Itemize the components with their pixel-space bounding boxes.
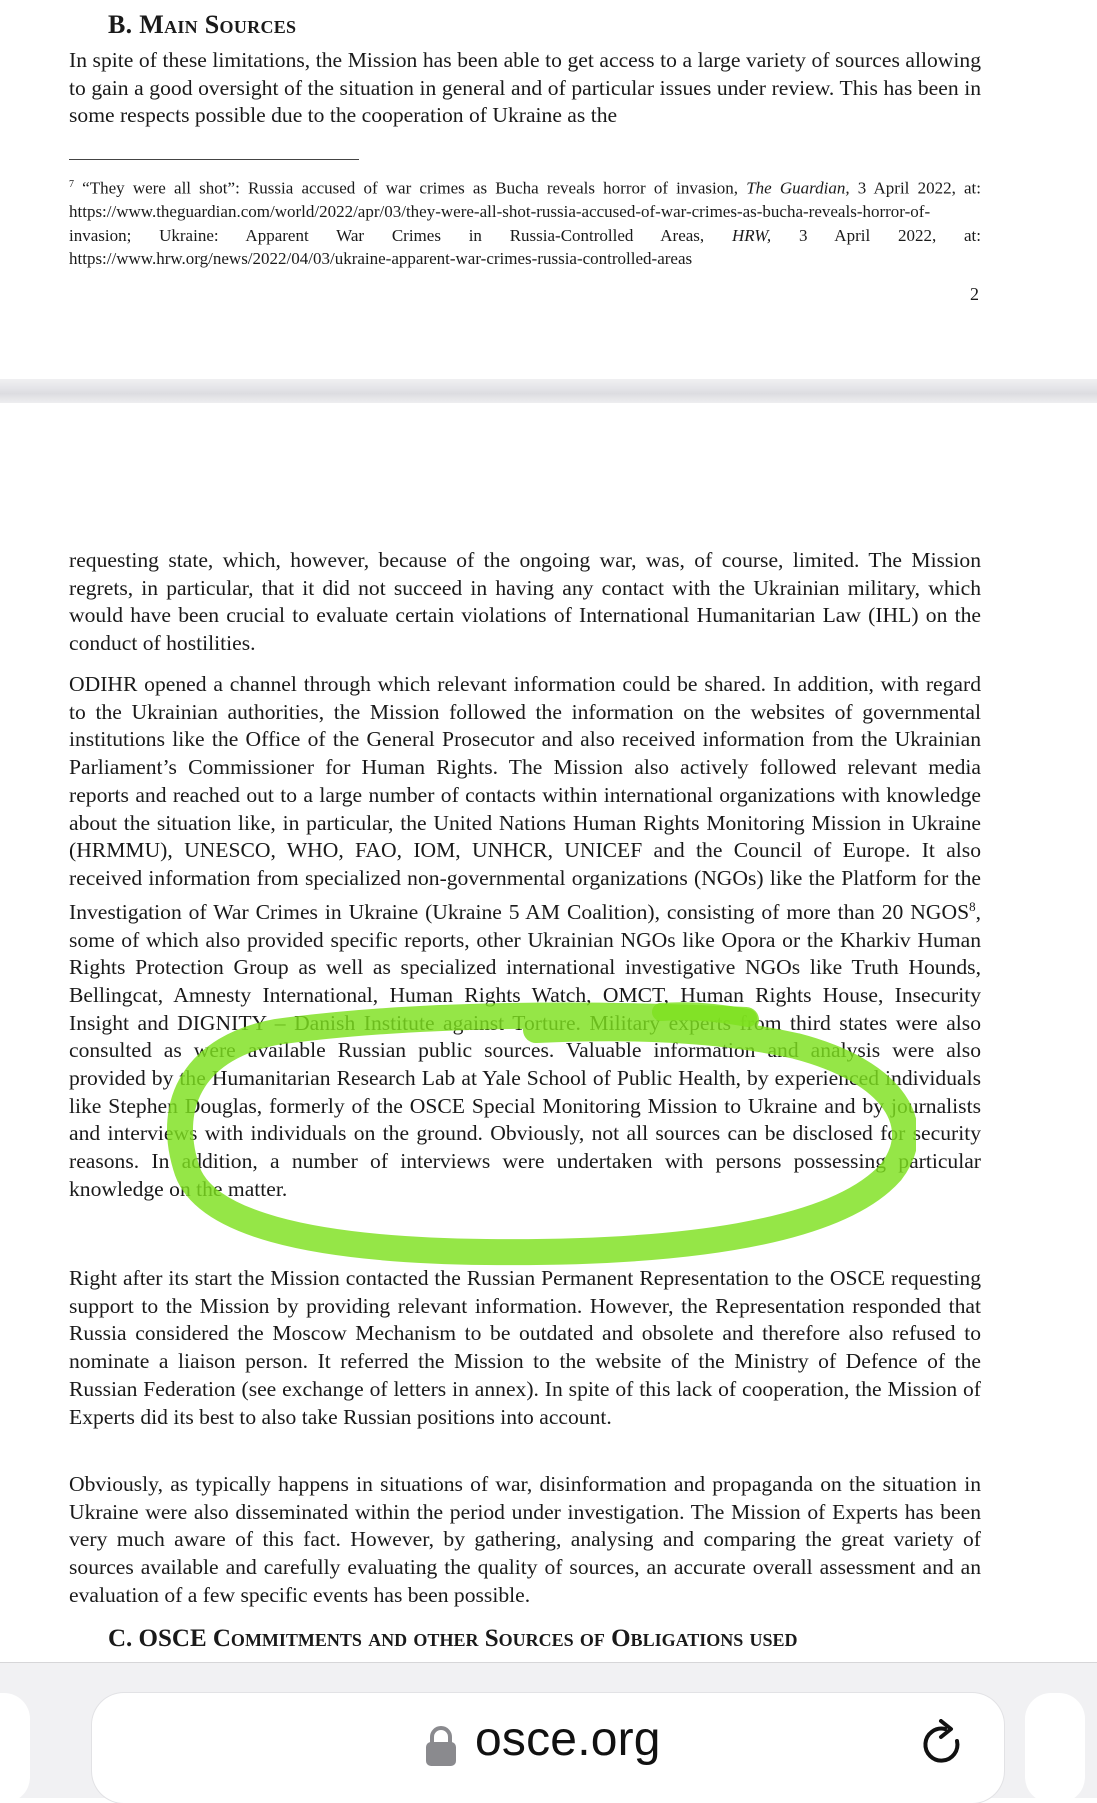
paragraph-odihr-sources	[69, 671, 981, 1204]
section-heading-main-sources: B. Main Sources	[108, 10, 297, 39]
previous-tab-edge[interactable]	[0, 1693, 30, 1803]
reload-icon[interactable]	[917, 1719, 969, 1771]
paragraph-disinformation: Obviously, as typically happens in situations of war, disinformation and propaganda on the situation in Ukraine were also disseminated within the period under investigation. The Mission of Experts has been very much aware of this fact. However, by gathering, analysing and comparing the great variety of sources available and carefully evaluating the quality of sources, an accurate overall assessment and an evaluation of a few specific events has been possible.	[69, 1472, 981, 1607]
url-text[interactable]: osce.org	[475, 1713, 661, 1766]
footnote-7	[69, 173, 981, 271]
footnote-ref-8[interactable]: 8	[969, 898, 976, 914]
lock-icon	[425, 1725, 457, 1767]
footnote-text-a: “They were all shot”: Russia accused of war crimes as Bucha reveals horror of invasion,	[82, 178, 747, 198]
page-number: 2	[970, 284, 979, 304]
footnote-number: 7	[69, 179, 74, 190]
paragraph-main-sources: In spite of these limitations, the Mission has been able to get access to a large variety of sources allowing to gain a good oversight of the situation in general and of particular issues under review. This has been in some respects possible due to the cooperation of Ukraine as the	[69, 48, 981, 128]
footnote-source-guardian: The Guardian,	[746, 178, 850, 198]
document-page-1	[0, 0, 1097, 382]
paragraph-russian-representation: Right after its start the Mission contacted the Russian Permanent Representation to the OSCE requesting support to the Mission by providing relevant information. However, the Representation responded that Russia considered the Moscow Mechanism to be outdated and obsolete and therefore also refused to nominate a liaison person. It referred the Mission to the website of the Ministry of Defence of the Russian Federation (see exchange of letters in annex). In spite of this lack of cooperation, the Mission of Experts did its best to also take Russian positions into account.	[69, 1266, 981, 1429]
footnote-source-hrw: HRW,	[731, 225, 772, 245]
section-heading-osce-commitments: C. OSCE Commitments and other Sources of Obligations used	[108, 1625, 798, 1652]
paragraph-odihr-part-b: , some of which also provided specific reports, other Ukrainian NGOs like Opora or the Kharkiv Human Rights Protection Group as well as specialized international investigative NGOs like Truth Hounds, Bellingcat, Amnesty International, Human Rights Watch, OMCT, Human Rights House, Insecurity Insight and DIGNITY – Danish Institute against Torture. Military experts from third states were also consulted as were available Russian public sources. Valuable information and analysis were also provided by the Humanitarian Research Lab at Yale School of Public Health, by experienced individuals like Stephen Douglas, formerly of the OSCE Special Monitoring Mission to Ukraine and by journalists and interviews with individuals on the ground. Obviously, not all sources can be disclosed for security reasons. In addition, a number of interviews were undertaken with persons possessing particular knowledge on the matter.	[69, 899, 981, 1201]
next-tab-edge[interactable]	[1025, 1693, 1085, 1803]
paragraph-requesting-state: requesting state, which, however, because of the ongoing war, was, of course, limited. The Mission regrets, in particular, that it did not succeed in having any contact with the Ukrainian military, which would have been crucial to evaluate certain violations of International Humanitarian Law (IHL) on the conduct of hostilities.	[69, 548, 981, 656]
footnote-separator	[69, 159, 359, 160]
footnote-text-b: 3 April 2022, at: https://www.theguardian.com/world/2022/apr/03/they-were-all-shot-russia-accused-of-war-crimes-as-bucha-reveals-horror-of-invasion; Ukraine: Apparent War Crimes in Russia-Controlled Areas,	[69, 178, 981, 245]
footnote-text-c: 3 April 2022, at: https://www.hrw.org/news/2022/04/03/ukraine-apparent-war-crimes-russia-controlled-areas	[69, 225, 981, 269]
page-break-divider	[0, 379, 1097, 403]
paragraph-odihr-part-a: ODIHR opened a channel through which relevant information could be shared. In addition, with regard to the Ukrainian authorities, the Mission followed the information on the websites of governmental institutions like the Office of the General Prosecutor and also received information from the Ukrainian Parliament’s Commissioner for Human Rights. The Mission also actively followed relevant media reports and reached out to a large number of contacts within international organizations with knowledge about the situation like, in particular, the United Nations Human Rights Monitoring Mission in Ukraine (HRMMU), UNESCO, WHO, FAO, IOM, UNHCR, UNICEF and the Council of Europe. It also received information from specialized non-governmental organizations (NGOs) like the Platform for the Investigation of War Crimes in Ukraine (Ukraine 5 AM Coalition), consisting of more than 20 NGOS	[69, 672, 981, 924]
browser-address-bar	[0, 1662, 1097, 1798]
